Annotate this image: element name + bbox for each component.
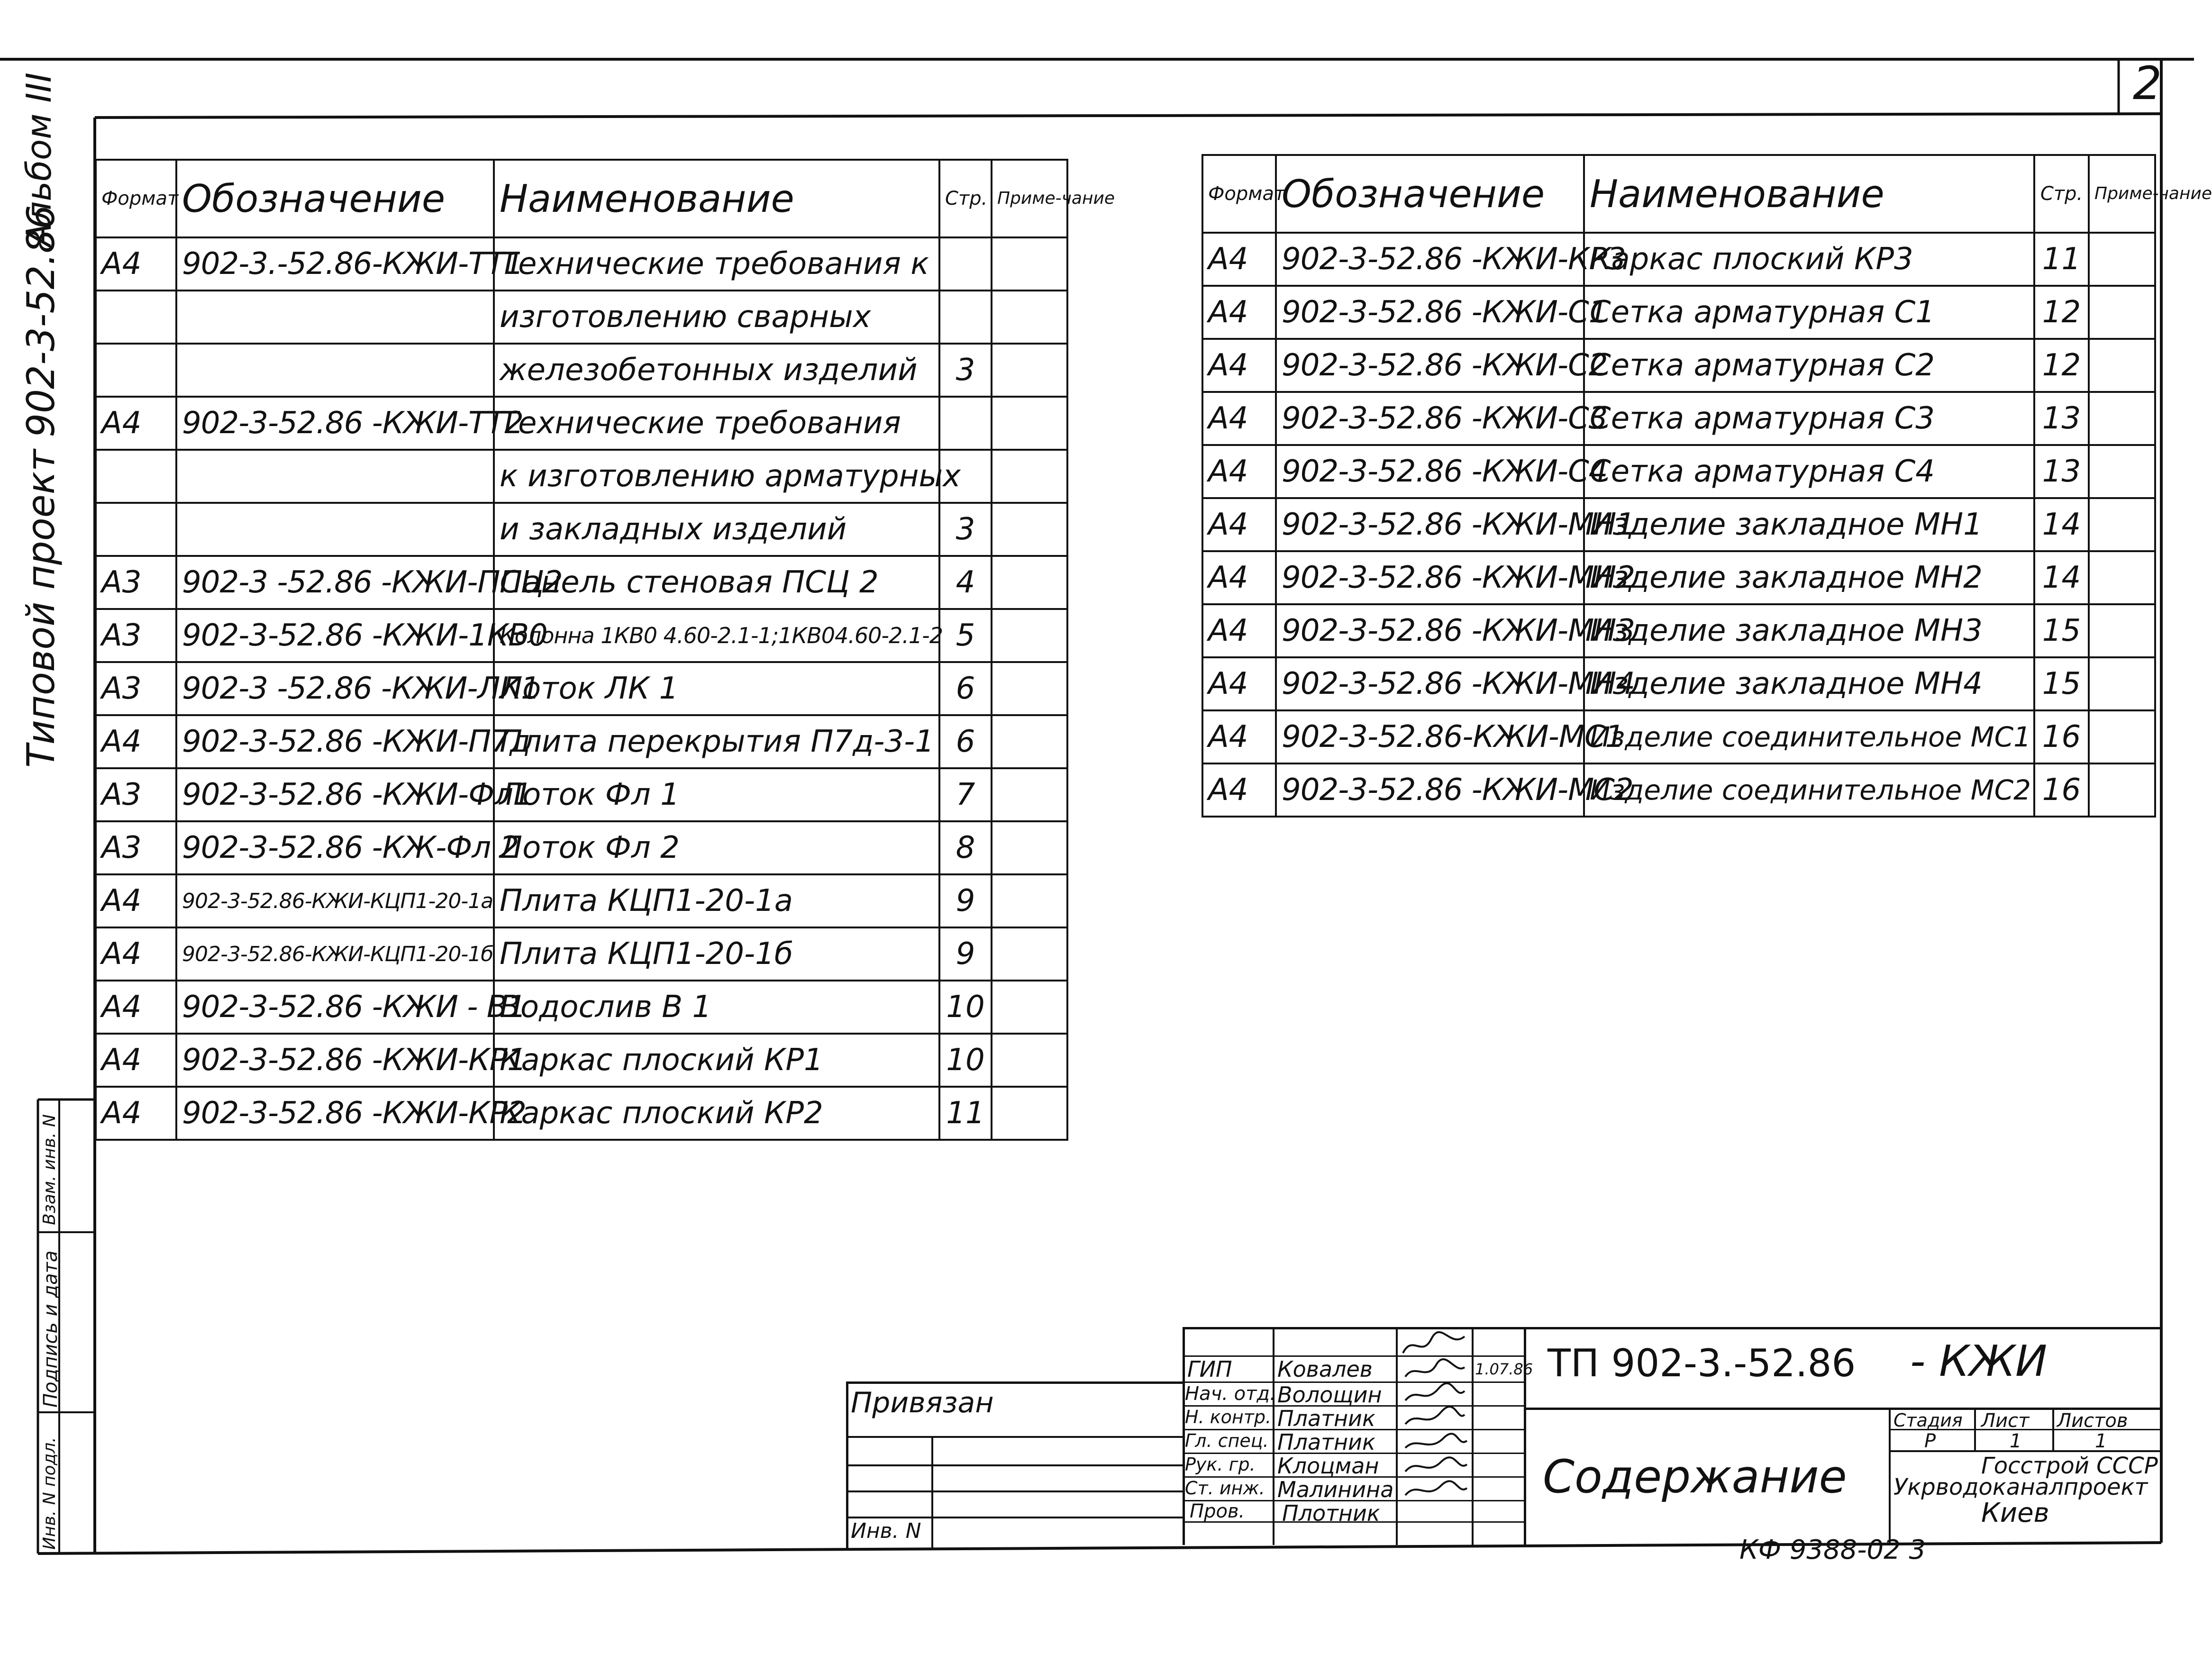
role-name: Ковалев: [1277, 1356, 1373, 1382]
cell-name: Изделие закладное МН2: [1584, 551, 2034, 604]
cell-format: А3: [96, 609, 176, 662]
header-designation: Обозначение: [176, 160, 494, 237]
table-row: [96, 662, 1067, 715]
table-row: [1202, 339, 2155, 392]
cell-name: Колонна 1КВ0 4.60-2.1-1;1КВ04.60-2.1-2: [494, 609, 939, 662]
cell-note: [2089, 392, 2155, 445]
cell-note: [2089, 286, 2155, 339]
table-row: [1202, 286, 2155, 339]
left-spec-table: [95, 159, 1115, 1141]
cell-name: к изготовлению арматурных: [494, 450, 939, 503]
cell-code: 902-3-52.86 -КЖИ-МС2: [1276, 763, 1584, 817]
cell-name: изготовлению сварных: [494, 291, 939, 344]
cell-code: 902-3-52.86 -КЖИ-С1: [1276, 286, 1584, 339]
cell-name: Каркас плоский КР2: [494, 1087, 939, 1140]
cell-note: [2089, 445, 2155, 498]
role-name: Клоцман: [1277, 1453, 1379, 1479]
signatures-image: [1398, 1329, 1472, 1545]
cell-format: А4: [96, 1034, 176, 1087]
cell-code: 902-3-52.86 -КЖИ-ТТ2: [176, 397, 494, 450]
cell-note: [992, 927, 1067, 981]
cell-name: Сетка арматурная С3: [1584, 392, 2034, 445]
doc-suffix: - КЖИ: [1910, 1336, 2048, 1386]
cell-code: 902-3-52.86 -КЖИ-Фл1: [176, 768, 494, 821]
table-row: [96, 344, 1067, 397]
role-label: Рук. гр.: [1185, 1454, 1256, 1475]
cell-note: [992, 1087, 1067, 1140]
cell-name: Изделие закладное МН1: [1584, 498, 2034, 551]
table-row: [96, 397, 1067, 450]
table-row: [96, 1087, 1067, 1140]
cell-code: 902-3-52.86-КЖИ-МС1: [1276, 710, 1584, 763]
cell-name: Лоток ЛК 1: [494, 662, 939, 715]
cell-name: Лоток Фл 2: [494, 821, 939, 874]
table-row: [96, 768, 1067, 821]
table-row: [1202, 657, 2155, 710]
cell-code: 902-3 -52.86 -КЖИ-ПСЦ2: [176, 556, 494, 609]
cell-note: [992, 609, 1067, 662]
cell-code: [176, 344, 494, 397]
cell-format: А4: [96, 874, 176, 927]
cell-format: А3: [96, 768, 176, 821]
table-row: [96, 1034, 1067, 1087]
sheet-label: Лист: [1981, 1410, 2030, 1432]
cell-format: А4: [1202, 445, 1276, 498]
cell-name: Сетка арматурная С4: [1584, 445, 2034, 498]
header-page: Стр.: [939, 160, 992, 237]
sheets-value: 1: [2095, 1430, 2107, 1452]
cell-note: [992, 715, 1067, 768]
cell-code: 902-3-52.86 -КЖИ-С4: [1276, 445, 1584, 498]
cell-format: А4: [96, 237, 176, 291]
cell-format: А3: [96, 662, 176, 715]
cell-format: [96, 344, 176, 397]
header-name: Наименование: [494, 160, 939, 237]
table-row: [96, 609, 1067, 662]
cell-page: 15: [2034, 604, 2089, 657]
cell-format: А4: [1202, 657, 1276, 710]
cell-note: [992, 981, 1067, 1034]
right-table-header: [1202, 155, 2155, 233]
stamp-sign-date: Подпись и дата: [40, 1250, 62, 1408]
cell-note: [992, 768, 1067, 821]
stamp-inv-orig: Инв. N подл.: [40, 1437, 59, 1550]
role-label: Нач. отд.: [1185, 1383, 1276, 1405]
cell-note: [992, 1034, 1067, 1087]
cell-format: А3: [96, 821, 176, 874]
cell-format: А4: [96, 927, 176, 981]
cell-code: 902-3-52.86 -КЖИ-С2: [1276, 339, 1584, 392]
cell-name: Изделие закладное МН3: [1584, 604, 2034, 657]
table-row: [96, 291, 1067, 344]
header-page: Стр.: [2034, 155, 2089, 233]
cell-code: 902-3-52.86 -КЖИ-П7д: [176, 715, 494, 768]
cell-format: А4: [1202, 604, 1276, 657]
cell-code: 902-3-52.86 -КЖИ-МН3: [1276, 604, 1584, 657]
table-row: [96, 821, 1067, 874]
cell-note: [992, 450, 1067, 503]
role-label: Пров.: [1190, 1500, 1245, 1522]
cell-page: 14: [2034, 498, 2089, 551]
cell-code: 902-3-52.86 -КЖИ-МН1: [1276, 498, 1584, 551]
cell-format: А4: [1202, 763, 1276, 817]
footer-code: КФ 9388-02 3: [1739, 1535, 1926, 1565]
table-row: [96, 981, 1067, 1034]
cell-page: 11: [939, 1087, 992, 1140]
right-spec-table: [1202, 154, 2212, 818]
table-row: [1202, 392, 2155, 445]
role-date: 1.07.86: [1475, 1360, 1533, 1378]
cell-note: [2089, 657, 2155, 710]
cell-note: [2089, 763, 2155, 817]
table-row: [96, 556, 1067, 609]
stage-label: Стадия: [1893, 1410, 1963, 1431]
role-label: Гл. спец.: [1185, 1430, 1269, 1451]
cell-note: [2089, 604, 2155, 657]
header-name: Наименование: [1584, 155, 2034, 233]
table-row: [1202, 604, 2155, 657]
cell-format: А4: [96, 981, 176, 1034]
role-label: Ст. инж.: [1185, 1478, 1265, 1499]
cell-code: 902-3-52.86 -КЖИ-КР3: [1276, 233, 1584, 286]
doc-title: Содержание: [1543, 1450, 1847, 1503]
cell-page: 16: [2034, 763, 2089, 817]
cell-code: 902-3-52.86 -КЖИ - В1: [176, 981, 494, 1034]
cell-code: [176, 450, 494, 503]
left-table-header: [96, 160, 1067, 237]
cell-page: 12: [2034, 286, 2089, 339]
header-note: Приме-чание: [2089, 155, 2155, 233]
table-row: [1202, 551, 2155, 604]
cell-note: [992, 503, 1067, 556]
cell-page: 4: [939, 556, 992, 609]
stage-value: Р: [1924, 1430, 1936, 1452]
cell-note: [992, 291, 1067, 344]
table-row: [96, 237, 1067, 291]
cell-code: 902-3-52.86 -КЖИ-КР1: [176, 1034, 494, 1087]
cell-format: А3: [96, 556, 176, 609]
cell-name: и закладных изделий: [494, 503, 939, 556]
header-designation: Обозначение: [1276, 155, 1584, 233]
cell-format: [96, 291, 176, 344]
cell-page: 9: [939, 874, 992, 927]
cell-page: 10: [939, 981, 992, 1034]
cell-note: [992, 397, 1067, 450]
cell-page: 6: [939, 662, 992, 715]
cell-page: [939, 237, 992, 291]
cell-page: 11: [2034, 233, 2089, 286]
cell-page: 13: [2034, 392, 2089, 445]
binding-label: Привязан: [851, 1386, 994, 1419]
cell-page: 3: [939, 344, 992, 397]
cell-code: 902-3.-52.86-КЖИ-ТТ1: [176, 237, 494, 291]
cell-page: [939, 291, 992, 344]
cell-format: А4: [1202, 498, 1276, 551]
cell-note: [992, 821, 1067, 874]
frame-top-line: [95, 114, 2161, 118]
cell-note: [992, 556, 1067, 609]
cell-name: железобетонных изделий: [494, 344, 939, 397]
header-format: Формат: [1202, 155, 1276, 233]
cell-format: [96, 450, 176, 503]
role-label: Н. контр.: [1185, 1407, 1272, 1427]
cell-format: А4: [96, 715, 176, 768]
cell-note: [992, 662, 1067, 715]
cell-code: 902-3-52.86 -КЖИ-КР2: [176, 1087, 494, 1140]
cell-note: [2089, 710, 2155, 763]
cell-code: 902-3-52.86 -КЖИ-С3: [1276, 392, 1584, 445]
side-project-label: Типовой проект 902-3-52.86: [19, 205, 63, 768]
cell-page: 14: [2034, 551, 2089, 604]
cell-format: А4: [1202, 339, 1276, 392]
role-name: Малинина: [1277, 1477, 1394, 1502]
stamp-replace-inv: Взам. инв. N: [40, 1114, 59, 1225]
org-line1: Госстрой СССР: [1981, 1453, 2158, 1479]
cell-format: А4: [1202, 710, 1276, 763]
cell-page: 9: [939, 927, 992, 981]
sheet-value: 1: [2010, 1430, 2022, 1452]
header-note: Приме-чание: [992, 160, 1067, 237]
cell-page: [939, 397, 992, 450]
cell-name: Сетка арматурная С2: [1584, 339, 2034, 392]
cell-name: Изделие соединительное МС2: [1584, 763, 2034, 817]
cell-name: Водослив В 1: [494, 981, 939, 1034]
cell-code: 902-3-52.86 -КЖИ-МН4: [1276, 657, 1584, 710]
cell-code: 902-3-52.86 -КЖИ-МН2: [1276, 551, 1584, 604]
cell-format: А4: [1202, 286, 1276, 339]
cell-code: [176, 503, 494, 556]
table-row: [1202, 498, 2155, 551]
cell-note: [992, 874, 1067, 927]
cell-format: А4: [1202, 551, 1276, 604]
doc-code: ТП 902-3.-52.86: [1547, 1341, 1856, 1385]
cell-name: Каркас плоский КР1: [494, 1034, 939, 1087]
cell-format: А4: [96, 397, 176, 450]
cell-name: Изделие соединительное МС1: [1584, 710, 2034, 763]
side-album-label: Альбом III: [19, 72, 59, 246]
cell-code: 902-3-52.86-КЖИ-КЦП1-20-1а: [176, 874, 494, 927]
table-row: [96, 503, 1067, 556]
table-row: [96, 874, 1067, 927]
cell-page: 3: [939, 503, 992, 556]
org-line2: Укрводоканалпроект: [1893, 1474, 2148, 1500]
cell-note: [2089, 498, 2155, 551]
cell-format: А4: [1202, 392, 1276, 445]
cell-page: 10: [939, 1034, 992, 1087]
cell-code: [176, 291, 494, 344]
binding-inv-no: Инв. N: [851, 1519, 921, 1543]
cell-page: 13: [2034, 445, 2089, 498]
table-row: [96, 715, 1067, 768]
cell-format: [96, 503, 176, 556]
cell-format: А4: [96, 1087, 176, 1140]
cell-note: [2089, 233, 2155, 286]
cell-name: Лоток Фл 1: [494, 768, 939, 821]
sheets-label: Листов: [2057, 1410, 2128, 1432]
table-row: [96, 927, 1067, 981]
sheet-number: 2: [2133, 57, 2162, 110]
cell-code: 902-3-52.86-КЖИ-КЦП1-20-1б: [176, 927, 494, 981]
cell-name: Изделие закладное МН4: [1584, 657, 2034, 710]
cell-page: 7: [939, 768, 992, 821]
table-row: [96, 450, 1067, 503]
cell-name: Плита КЦП1-20-1а: [494, 874, 939, 927]
cell-name: Плита перекрытия П7д-3-1: [494, 715, 939, 768]
cell-name: Технические требования: [494, 397, 939, 450]
cell-page: 5: [939, 609, 992, 662]
cell-page: 8: [939, 821, 992, 874]
role-label: ГИП: [1187, 1356, 1232, 1382]
cell-format: А4: [1202, 233, 1276, 286]
cell-page: 12: [2034, 339, 2089, 392]
cell-note: [992, 237, 1067, 291]
cell-code: 902-3-52.86 -КЖИ-1КВ0: [176, 609, 494, 662]
cell-name: Каркас плоский КР3: [1584, 233, 2034, 286]
cell-page: 16: [2034, 710, 2089, 763]
role-name: Плотник: [1282, 1500, 1380, 1526]
cell-name: Панель стеновая ПСЦ 2: [494, 556, 939, 609]
cell-note: [2089, 339, 2155, 392]
cell-name: Сетка арматурная С1: [1584, 286, 2034, 339]
cell-code: 902-3 -52.86 -КЖИ-ЛК1: [176, 662, 494, 715]
org-line3: Киев: [1981, 1498, 2049, 1528]
cell-page: 15: [2034, 657, 2089, 710]
role-name: Волощин: [1277, 1382, 1382, 1408]
header-format: Формат: [96, 160, 176, 237]
table-row: [1202, 233, 2155, 286]
role-name: Платник: [1277, 1406, 1375, 1431]
cell-code: 902-3-52.86 -КЖ-Фл 2: [176, 821, 494, 874]
table-row: [1202, 710, 2155, 763]
table-row: [1202, 763, 2155, 817]
cell-note: [2089, 551, 2155, 604]
cell-name: Плита КЦП1-20-1б: [494, 927, 939, 981]
role-name: Платник: [1277, 1429, 1375, 1455]
cell-name: Технические требования к: [494, 237, 939, 291]
table-row: [1202, 445, 2155, 498]
cell-note: [992, 344, 1067, 397]
cell-page: 6: [939, 715, 992, 768]
